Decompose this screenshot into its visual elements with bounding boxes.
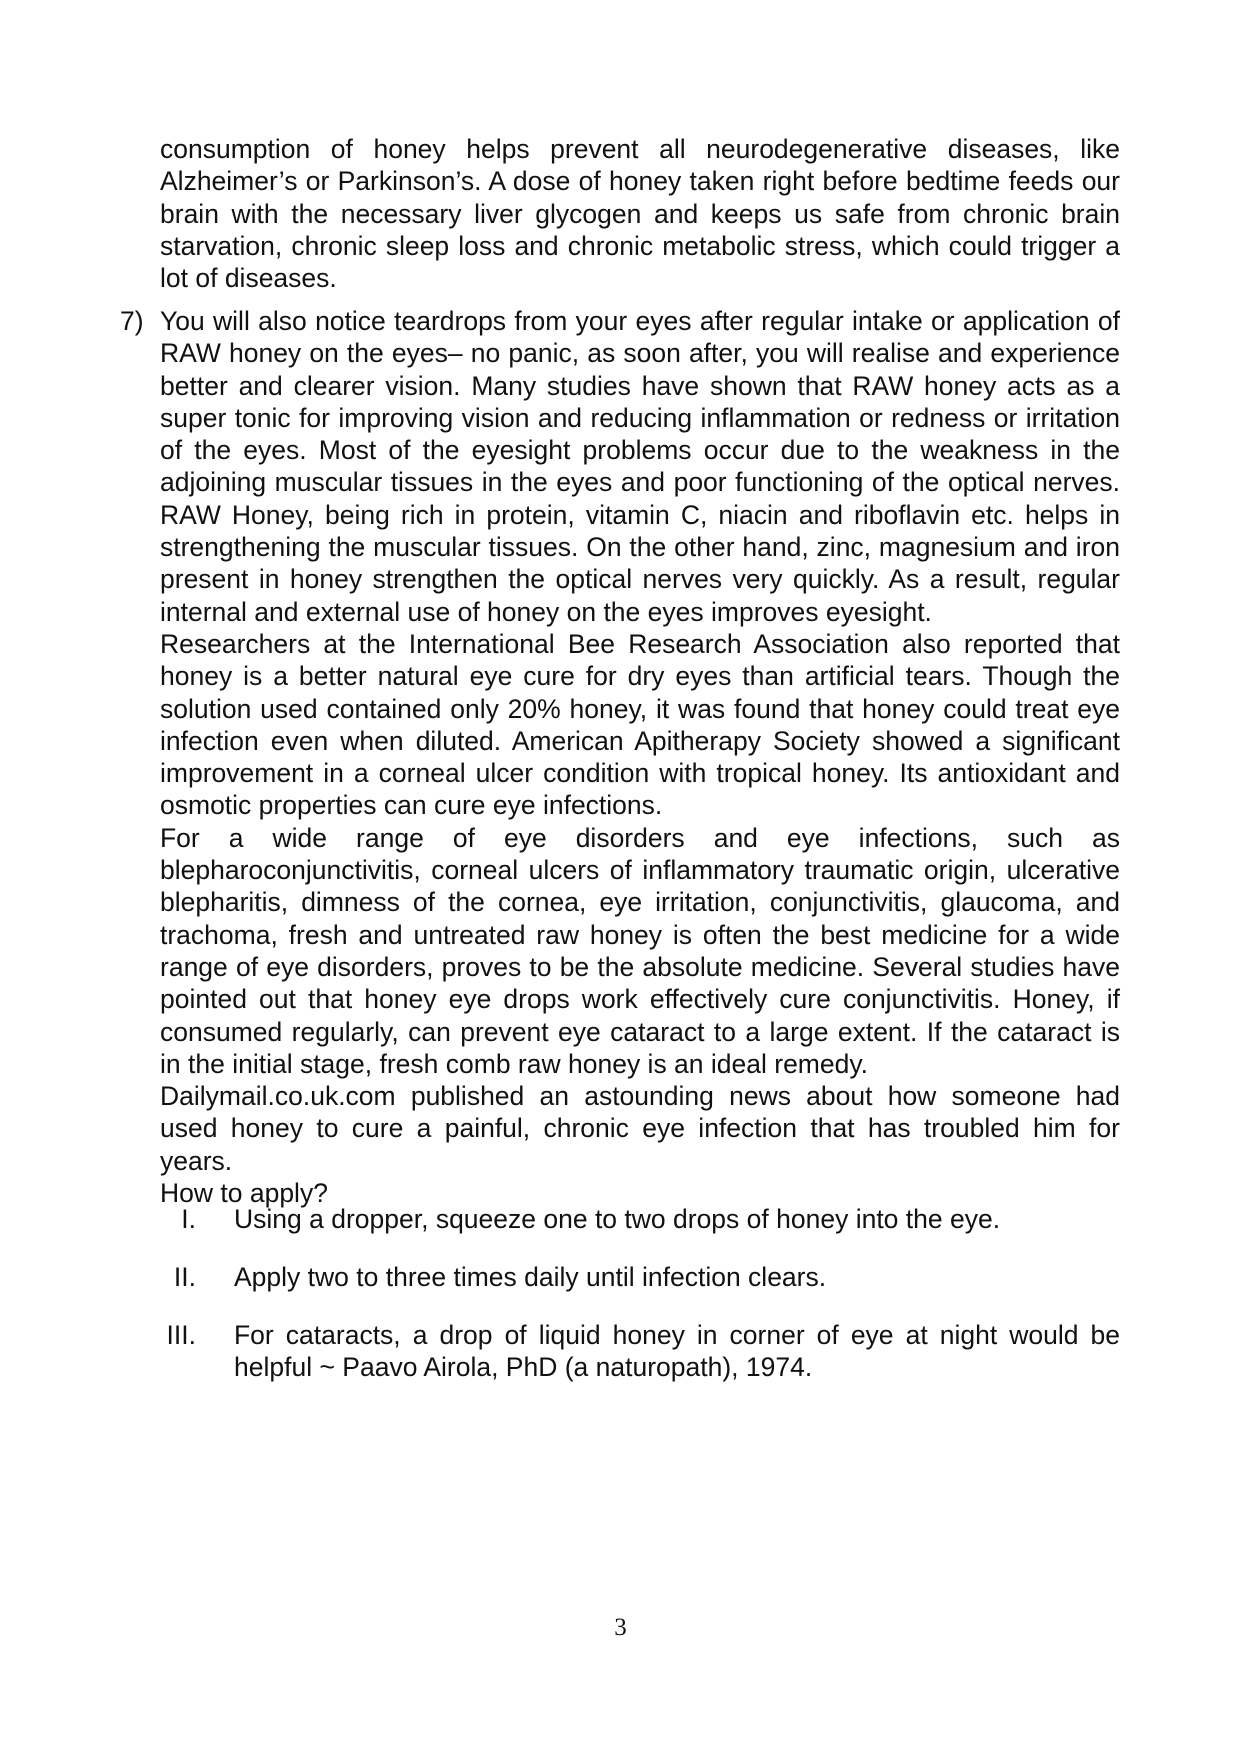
step-numeral: II. (173, 1262, 196, 1292)
step-text: Apply two to three times daily until infection clears. (234, 1262, 827, 1292)
continuation-paragraph (160, 133, 1120, 294)
paragraph-eyesight: You will also notice teardrops from your eyes after regular intake or application of RAW honey on the eyes– no panic, as soon after, you will realise and experience better and clearer vision. Many studies have shown that RAW honey acts as a super tonic for improving vision and reducing inflammation or redness or irritation of the eyes. Most of the eyesight problems occur due to the weakness in the adjoining muscular tissues in the eyes and poor functioning of the optical nerves. RAW Honey, being rich in protein, vitamin C, niacin and riboflavin etc. helps in strengthening the muscular tissues. On the other hand, zinc, magnesium and iron present in honey strengthen the optical nerves very quickly. As a result, regular internal and external use of honey on the eyes improves eyesight. (160, 306, 1120, 627)
paragraph-research: Researchers at the International Bee Research Association also reported that honey is a better natural eye cure for dry eyes than artificial tears. Though the solution used contained only 20% honey, it was found that honey could treat eye infection even when diluted. American Apitherapy Society showed a significant improvement in a corneal ulcer condition with tropical honey. Its antioxidant and osmotic properties can cure eye infections. (160, 628, 1120, 821)
paragraph-eye-disorders: For a wide range of eye disorders and eye infections, such as blepharoconjunctivitis, corneal ulcers of inflammatory traumatic origin, ulcerative blepharitis, dimness of the cornea, eye irritation, conjunctivitis, glaucoma, and trachoma, fresh and untreated raw honey is often the best medicine for a wide range of eye disorders, proves to be the absolute medicine. Several studies have pointed out that honey eye drops work effectively cure conjunctivitis. Honey, if consumed regularly, can prevent eye cataract to a large extent. If the cataract is in the initial stage, fresh comb raw honey is an ideal remedy. (160, 822, 1120, 1079)
step-text: For cataracts, a drop of liquid honey in corner of eye at night would be helpful ~ Paavo Airola, PhD (a naturopath), 1974. (234, 1320, 1120, 1383)
how-to-apply-heading: How to apply? (160, 1178, 328, 1209)
step-numeral: III. (166, 1320, 196, 1350)
list-item-number: 7) (120, 306, 144, 336)
page-number: 3 (614, 1614, 627, 1641)
paragraph-dailymail: Dailymail.co.uk.com published an astounding news about how someone had used honey to cure a painful, chronic eye infection that has troubled him for years. (160, 1081, 1120, 1176)
step-text: Using a dropper, squeeze one to two drops of honey into the eye. (234, 1204, 1001, 1234)
continuation-text: consumption of honey helps prevent all neurodegenerative diseases, like Alzheimer’s or Parkinson’s. A dose of honey taken right before bedtime feeds our brain with the necessary liver glycogen and keeps us safe from chronic brain starvation, chronic sleep loss and chronic metabolic stress, which could trigger a lot of diseases. (160, 134, 1120, 294)
step-numeral: I. (181, 1204, 196, 1234)
list-item-7-body (160, 305, 1120, 1209)
